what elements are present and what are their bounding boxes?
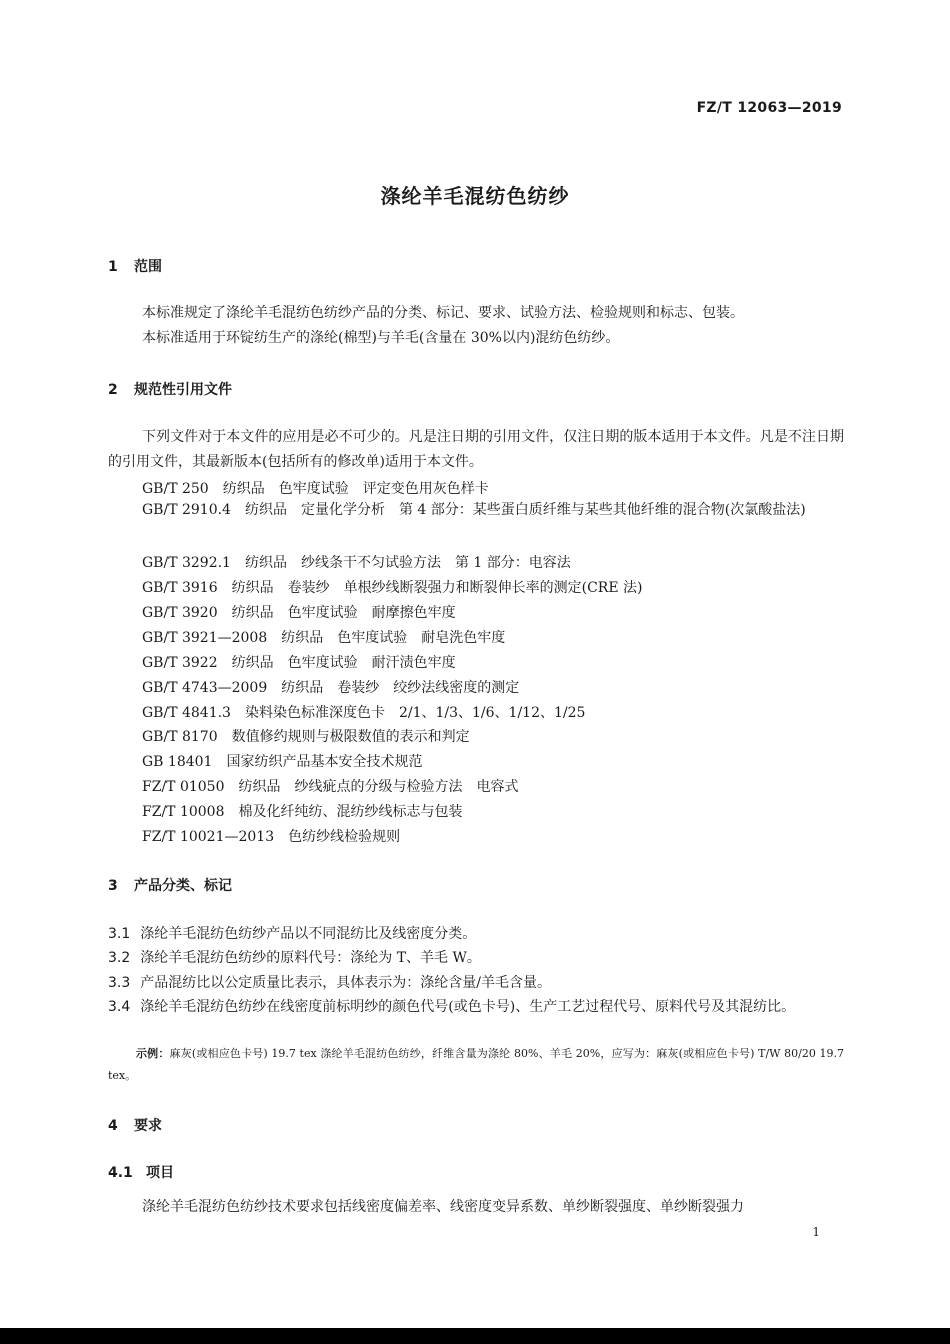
clause-3-4 bbox=[108, 995, 844, 1020]
reference-item: GB 18401 国家纺织产品基本安全技术规范 bbox=[142, 754, 423, 770]
clause-number: 3.4 bbox=[108, 999, 131, 1015]
reference-item: FZ/T 10008 棉及化纤纯纺、混纺纱线标志与包装 bbox=[142, 804, 463, 820]
reference-item: FZ/T 10021—2013 色纺纱线检验规则 bbox=[142, 829, 401, 845]
section-4-1-heading bbox=[108, 1162, 174, 1182]
example-note bbox=[108, 1043, 844, 1087]
page-number: 1 bbox=[812, 1225, 820, 1239]
reference-item: GB/T 4743—2009 纺织品 卷装纱 绞纱法线密度的测定 bbox=[142, 680, 520, 696]
clause-3-2 bbox=[108, 946, 844, 971]
reference-item: GB/T 8170 数值修约规则与极限数值的表示和判定 bbox=[142, 729, 470, 745]
reference-item: GB/T 3922 纺织品 色牢度试验 耐汗渍色牢度 bbox=[142, 655, 456, 671]
section-1-heading bbox=[108, 256, 162, 276]
requirements-paragraph: 涤纶羊毛混纺色纺纱技术要求包括线密度偏差率、线密度变异系数、单纱断裂强度、单纱断裂强力 bbox=[142, 1199, 744, 1215]
section-number: 4.1 bbox=[108, 1165, 133, 1181]
section-title: 要求 bbox=[134, 1118, 162, 1134]
clause-3-3 bbox=[108, 971, 844, 996]
clause-text: 涤纶羊毛混纺色纺纱产品以不同混纺比及线密度分类。 bbox=[140, 926, 477, 942]
section-2-heading bbox=[108, 379, 232, 399]
clause-text: 产品混纺比以公定质量比表示，具体表示为：涤纶含量/羊毛含量。 bbox=[140, 975, 551, 991]
example-label: 示例： bbox=[136, 1047, 170, 1060]
reference-item: GB/T 3292.1 纺织品 纱线条干不匀试验方法 第 1 部分：电容法 bbox=[142, 555, 571, 571]
section-number: 2 bbox=[108, 382, 118, 398]
section-title: 产品分类、标记 bbox=[134, 878, 232, 894]
reference-item: FZ/T 01050 纺织品 纱线疵点的分级与检验方法 电容式 bbox=[142, 779, 519, 795]
clause-number: 3.3 bbox=[108, 975, 131, 991]
scope-paragraph-1: 本标准规定了涤纶羊毛混纺色纺纱产品的分类、标记、要求、试验方法、检验规则和标志、包装。 bbox=[142, 305, 744, 321]
section-number: 1 bbox=[108, 259, 118, 275]
clause-text: 涤纶羊毛混纺色纺纱在线密度前标明纱的颜色代号(或色卡号)、生产工艺过程代号、原料代号及其混纺比。 bbox=[140, 999, 796, 1015]
section-title: 范围 bbox=[134, 259, 162, 275]
reference-item: GB/T 4841.3 染料染色标准深度色卡 2/1、1/3、1/6、1/12、1/25 bbox=[142, 705, 586, 721]
clause-number: 3.2 bbox=[108, 950, 131, 966]
section-number: 4 bbox=[108, 1118, 118, 1134]
section-3-heading bbox=[108, 875, 232, 895]
clause-text: 涤纶羊毛混纺色纺纱的原料代号：涤纶为 T、羊毛 W。 bbox=[140, 950, 481, 966]
section-title: 项目 bbox=[146, 1165, 174, 1181]
reference-item: GB/T 3916 纺织品 卷装纱 单根纱线断裂强力和断裂伸长率的测定(CRE 法) bbox=[142, 580, 643, 596]
clause-3-1 bbox=[108, 922, 844, 947]
clause-number: 3.1 bbox=[108, 926, 131, 942]
example-text: 麻灰(或相应色卡号) 19.7 tex 涤纶羊毛混纺色纺纱，纤维含量为涤纶 80%、羊毛 20%，应写为：麻灰(或相应色卡号) T/W 80/20 19.7 tex。 bbox=[108, 1047, 845, 1082]
scope-paragraph-2: 本标准适用于环锭纺生产的涤纶(棉型)与羊毛(含量在 30%以内)混纺色纺纱。 bbox=[142, 330, 620, 346]
reference-item: GB/T 3920 纺织品 色牢度试验 耐摩擦色牢度 bbox=[142, 605, 456, 621]
document-title: 涤纶羊毛混纺色纺纱 bbox=[380, 184, 570, 208]
bottom-edge-bar bbox=[0, 1328, 950, 1344]
reference-item: GB/T 250 纺织品 色牢度试验 评定变色用灰色样卡 bbox=[142, 481, 489, 497]
section-title: 规范性引用文件 bbox=[134, 382, 232, 398]
section-4-heading bbox=[108, 1115, 162, 1135]
section-number: 3 bbox=[108, 878, 118, 894]
reference-item: GB/T 2910.4 纺织品 定量化学分析 第 4 部分：某些蛋白质纤维与某些其他纤维的混合物(次氯酸盐法) bbox=[142, 502, 806, 518]
normative-intro: 下列文件对于本文件的应用是必不可少的。凡是注日期的引用文件，仅注日期的版本适用于本文件。凡是不注日期的引用文件，其最新版本(包括所有的修改单)适用于本文件。 bbox=[108, 429, 844, 470]
standard-code: FZ/T 12063—2019 bbox=[696, 100, 842, 116]
reference-item: GB/T 3921—2008 纺织品 色牢度试验 耐皂洗色牢度 bbox=[142, 630, 506, 646]
